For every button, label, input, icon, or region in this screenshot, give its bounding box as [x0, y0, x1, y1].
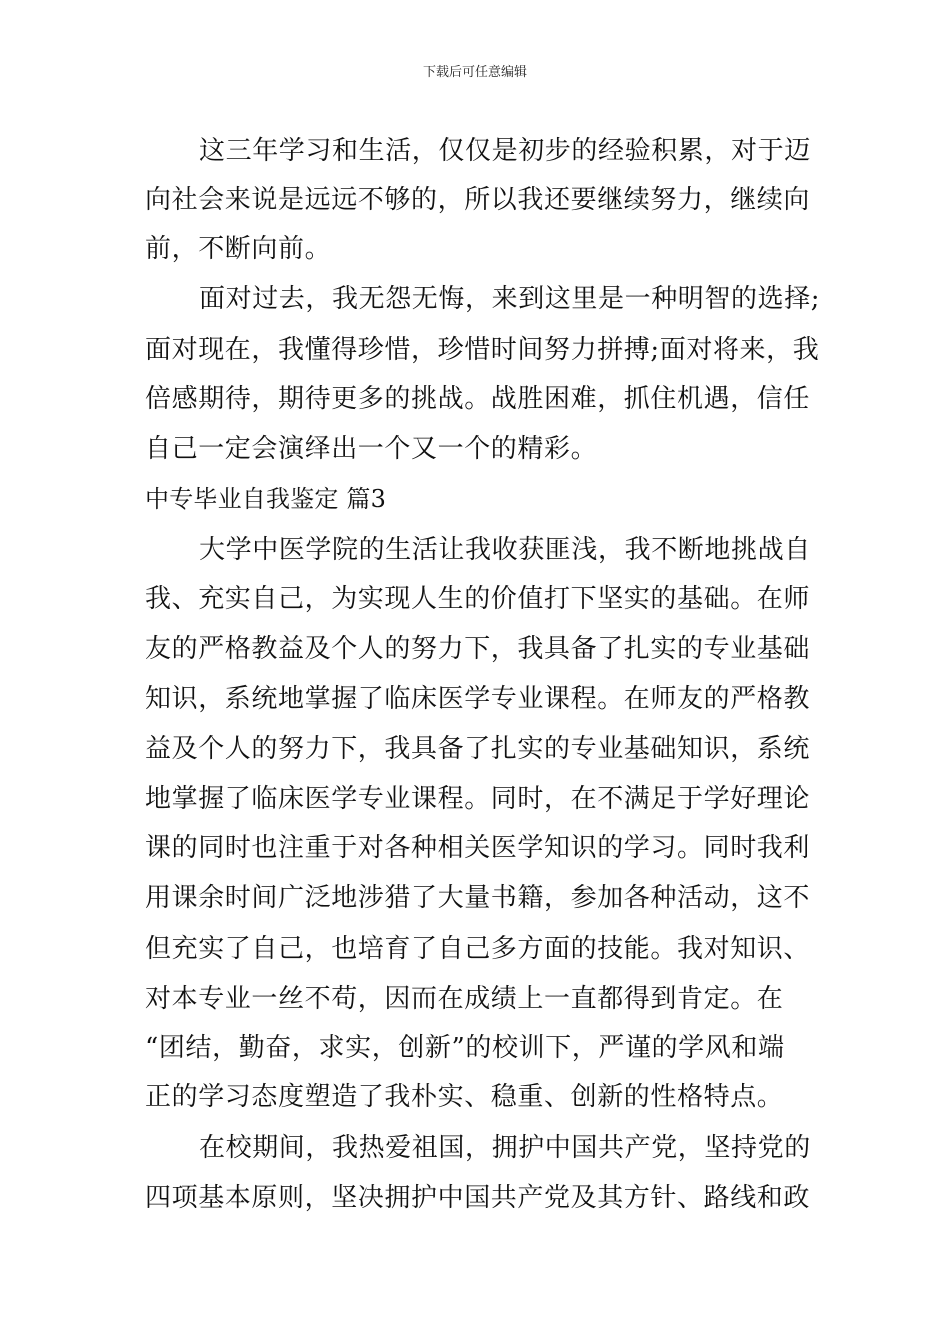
body-line: 友的严格教益及个人的努力下，我具备了扎实的专业基础 [145, 634, 811, 664]
body-line: 向社会来说是远远不够的，所以我还要继续努力，继续向 [145, 185, 811, 215]
body-line: 在校期间，我热爱祖国，拥护中国共产党，坚持党的 [199, 1133, 811, 1163]
body-line: 四项基本原则，坚决拥护中国共产党及其方针、路线和政 [145, 1183, 811, 1213]
body-line: 前，不断向前。 [145, 234, 332, 264]
body-line: “团结，勤奋，求实，创新”的校训下，严谨的学风和端 [145, 1033, 785, 1063]
section-heading: 中专毕业自我鉴定 篇3 [145, 485, 387, 513]
body-line: 但充实了自己，也培育了自己多方面的技能。我对知识、 [145, 934, 811, 964]
body-line: 益及个人的努力下，我具备了扎实的专业基础知识，系统 [145, 734, 811, 764]
body-line: 自己一定会演绎出一个又一个的精彩。 [145, 434, 598, 464]
body-line: 面对现在，我懂得珍惜，珍惜时间努力拼搏;面对将来，我 [145, 335, 820, 365]
body-line: 用课余时间广泛地涉猎了大量书籍，参加各种活动，这不 [145, 883, 811, 913]
body-line: 对本专业一丝不苟，因而在成绩上一直都得到肯定。在 [145, 984, 784, 1014]
body-line: 正的学习态度塑造了我朴实、稳重、创新的性格特点。 [145, 1082, 784, 1112]
body-line: 我、充实自己，为实现人生的价值打下坚实的基础。在师 [145, 584, 811, 614]
page-header-note: 下载后可任意编辑 [422, 65, 527, 80]
body-line: 课的同时也注重于对各种相关医学知识的学习。同时我利 [145, 833, 811, 863]
body-line: 大学中医学院的生活让我收获匪浅，我不断地挑战自 [199, 535, 811, 565]
body-line: 知识，系统地掌握了临床医学专业课程。在师友的严格教 [145, 684, 811, 714]
body-line: 倍感期待，期待更多的挑战。战胜困难，抓住机遇，信任 [145, 384, 811, 414]
body-line: 地掌握了临床医学专业课程。同时，在不满足于学好理论 [145, 784, 811, 814]
body-line: 面对过去，我无怨无悔，来到这里是一种明智的选择; [199, 284, 821, 314]
body-line: 这三年学习和生活，仅仅是初步的经验积累，对于迈 [199, 136, 811, 166]
